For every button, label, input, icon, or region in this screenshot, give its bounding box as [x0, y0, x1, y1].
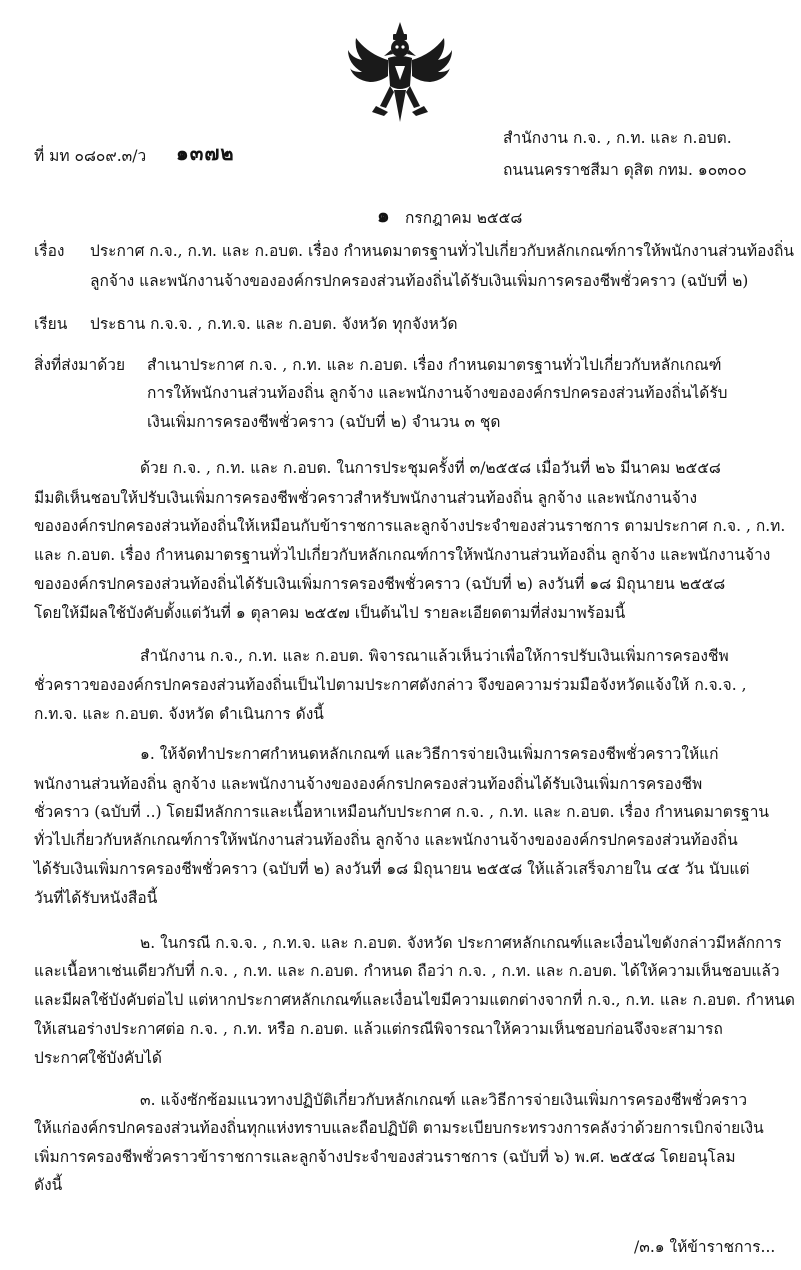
paragraph-line: สำนักงาน ก.จ., ก.ท. และ ก.อบต. พิจารณาแล้วเห็นว่าเพื่อให้การปรับเงินเพิ่มการครองชีพ [140, 647, 729, 665]
paragraph-line: ขององค์กรปกครองส่วนท้องถิ่นได้รับเงินเพิ่มการครองชีพชั่วคราว (ฉบับที่ ๒) ลงวันที่ ๑๘ มิถุนายน ๒๕๕๘ [34, 575, 726, 593]
recipient-label: เรียน [34, 315, 68, 333]
list-item-line: และเนื้อหาเช่นเดียวกับที่ ก.จ. , ก.ท. และ ก.อบต. กำหนด ถือว่า ก.จ. , ก.ท. และ ก.อบต. ได้ให้ความเห็นชอบแล้ว [34, 962, 780, 980]
list-item-line: ให้เสนอร่างประกาศต่อ ก.จ. , ก.ท. หรือ ก.อบต. แล้วแต่กรณีพิจารณาให้ความเห็นชอบก่อนจึงจะสามารถ [34, 1020, 723, 1038]
list-item-line: ดังนี้ [34, 1176, 63, 1194]
date-text: กรกฎาคม ๒๕๕๘ [405, 209, 523, 227]
list-item-line: ประกาศใช้บังคับได้ [34, 1049, 162, 1067]
list-item-line: วันที่ได้รับหนังสือนี้ [34, 889, 158, 907]
paragraph-line: ขององค์กรปกครองส่วนท้องถิ่นให้เหมือนกับข้าราชการและลูกจ้างประจำของส่วนราชการ ตามประกาศ ก.จ. , ก.ท. [34, 517, 786, 535]
handwritten-date-day: ๑ [377, 203, 391, 227]
enclosure-label: สิ่งที่ส่งมาด้วย [34, 356, 126, 374]
enclosure-line: สำเนาประกาศ ก.จ. , ก.ท. และ ก.อบต. เรื่อง กำหนดมาตรฐานทั่วไปเกี่ยวกับหลักเกณฑ์ [147, 356, 722, 374]
recipient-text: ประธาน ก.จ.จ. , ก.ท.จ. และ ก.อบต. จังหวัด ทุกจังหวัด [90, 315, 458, 333]
office-address: ถนนนครราชสีมา ดุสิต กทม. ๑๐๓๐๐ [503, 161, 747, 179]
list-item-line: ๓. แจ้งซักซ้อมแนวทางปฏิบัติเกี่ยวกับหลักเกณฑ์ และวิธีการจ่ายเงินเพิ่มการครองชีพชั่วคราว [140, 1091, 748, 1109]
paragraph-line: โดยให้มีผลใช้บังคับตั้งแต่วันที่ ๑ ตุลาคม ๒๕๕๗ เป็นต้นไป รายละเอียดตามที่ส่งมาพร้อมนี้ [34, 604, 626, 622]
list-item-line: ได้รับเงินเพิ่มการครองชีพชั่วคราว (ฉบับที่ ๒) ลงวันที่ ๑๘ มิถุนายน ๒๕๕๘ ให้แล้วเสร็จภายใน ๔๕ วัน นับแต่ [34, 860, 750, 878]
subject-label: เรื่อง [34, 242, 65, 260]
paragraph-line: มีมติเห็นชอบให้ปรับเงินเพิ่มการครองชีพชั่วคราวสำหรับพนักงานส่วนท้องถิ่น ลูกจ้าง และพนักงานจ้าง [34, 489, 698, 507]
subject-line: ลูกจ้าง และพนักงานจ้างขององค์กรปกครองส่วนท้องถิ่นได้รับเงินเพิ่มการครองชีพชั่วคราว (ฉบับที่ ๒) [90, 272, 749, 290]
list-item-line: ชั่วคราว (ฉบับที่ ..) โดยมีหลักการและเนื้อหาเหมือนกับประกาศ ก.จ. , ก.ท. และ ก.อบต. เรื่อง กำหนดมาตรฐาน [34, 803, 770, 821]
list-item-line: ๑. ให้จัดทำประกาศกำหนดหลักเกณฑ์ และวิธีการจ่ายเงินเพิ่มการครองชีพชั่วคราวให้แก่ [140, 745, 719, 763]
handwritten-number: ๑๓๗๒ [176, 141, 235, 165]
list-item-line: ให้แก่องค์กรปกครองส่วนท้องถิ่นทุกแห่งทราบและถือปฏิบัติ ตามระเบียบกระทรวงการคลังว่าด้วยการเบิกจ่ายเงิน [34, 1119, 764, 1137]
list-item-line: เพิ่มการครองชีพชั่วคราวข้าราชการและลูกจ้างประจำของส่วนราชการ (ฉบับที่ ๖) พ.ศ. ๒๕๕๘ โดยอนุโลม [34, 1148, 736, 1166]
list-item-line: และมีผลใช้บังคับต่อไป แต่หากประกาศหลักเกณฑ์และเงื่อนไขมีความแตกต่างจากที่ ก.จ., ก.ท. และ ก.อบต. กำหนด [34, 991, 795, 1009]
enclosure-line: เงินเพิ่มการครองชีพชั่วคราว (ฉบับที่ ๒) จำนวน ๓ ชุด [147, 413, 501, 431]
list-item-line: ๒. ในกรณี ก.จ.จ. , ก.ท.จ. และ ก.อบต. จังหวัด ประกาศหลักเกณฑ์และเงื่อนไขดังกล่าวมีหลักการ [140, 934, 782, 952]
paragraph-line: ด้วย ก.จ. , ก.ท. และ ก.อบต. ในการประชุมครั้งที่ ๓/๒๕๕๘ เมื่อวันที่ ๒๖ มีนาคม ๒๕๕๘ [140, 459, 721, 477]
list-item-line: ทั่วไปเกี่ยวกับหลักเกณฑ์การให้พนักงานส่วนท้องถิ่น ลูกจ้าง และพนักงานจ้างขององค์กรปกครองส่วนท้องถิ่น [34, 831, 738, 849]
reference-number: ที่ มท ๐๘๐๙.๓/ว [34, 147, 147, 165]
paragraph-line: และ ก.อบต. เรื่อง กำหนดมาตรฐานทั่วไปเกี่ยวกับหลักเกณฑ์การให้พนักงานส่วนท้องถิ่น ลูกจ้าง และพนักงานจ้าง [34, 546, 771, 564]
paragraph-line: ก.ท.จ. และ ก.อบต. จังหวัด ดำเนินการ ดังนี้ [34, 705, 324, 723]
garuda-emblem [340, 20, 460, 128]
subject-line: ประกาศ ก.จ., ก.ท. และ ก.อบต. เรื่อง กำหนดมาตรฐานทั่วไปเกี่ยวกับหลักเกณฑ์การให้พนักงานส่วนท้องถิ่น [90, 242, 794, 260]
office-name: สำนักงาน ก.จ. , ก.ท. และ ก.อบต. [503, 129, 732, 147]
paragraph-line: ชั่วคราวขององค์กรปกครองส่วนท้องถิ่นเป็นไปตามประกาศดังกล่าว จึงขอความร่วมมือจังหวัดแจ้งให้ ก.จ.จ. , [34, 676, 747, 694]
list-item-line: พนักงานส่วนท้องถิ่น ลูกจ้าง และพนักงานจ้างขององค์กรปกครองส่วนท้องถิ่นได้รับเงินเพิ่มการครองชีพ [34, 775, 703, 793]
enclosure-line: การให้พนักงานส่วนท้องถิ่น ลูกจ้าง และพนักงานจ้างขององค์กรปกครองส่วนท้องถิ่นได้รับ [147, 384, 728, 402]
continuation-text: /๓.๑ ให้ข้าราชการ... [634, 1238, 776, 1256]
